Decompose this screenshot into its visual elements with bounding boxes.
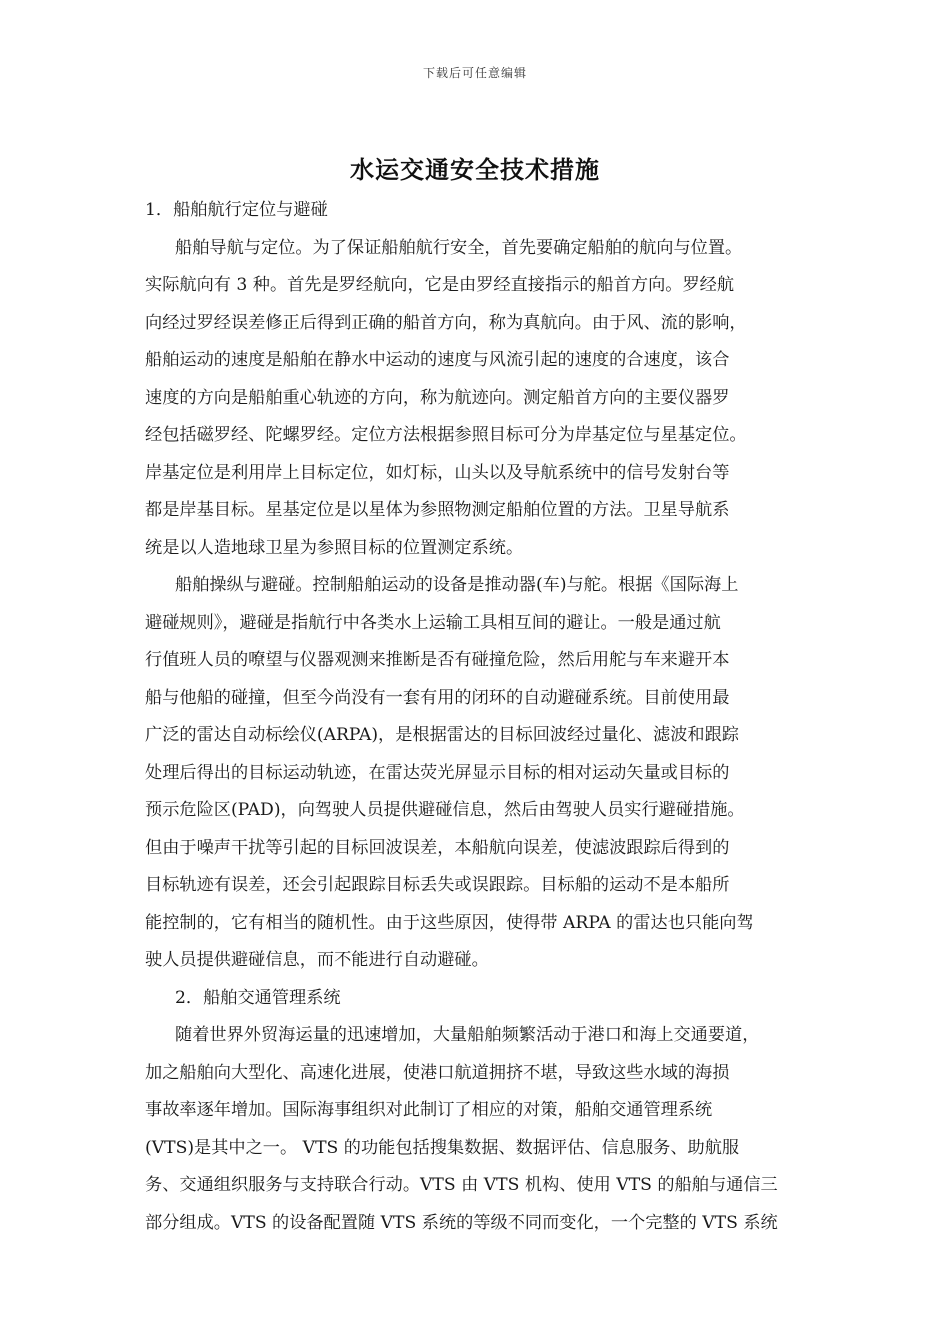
document-title: 水运交通安全技术措施 <box>350 155 600 184</box>
text-line: 目标轨迹有误差，还会引起跟踪目标丢失或误跟踪。目标船的运动不是本船所 <box>145 875 730 895</box>
text-line: 船与他船的碰撞，但至今尚没有一套有用的闭环的自动避碰系统。目前使用最 <box>145 687 730 708</box>
text-line: 经包括磁罗经、陀螺罗经。定位方法根据参照目标可分为岸基定位与星基定位。 <box>145 425 747 445</box>
text-line: 统是以人造地球卫星为参照目标的位置测定系统。 <box>145 537 524 558</box>
text-line: 驶人员提供避碰信息，而不能进行自动避碰。 <box>145 950 489 970</box>
text-line: 岸基定位是利用岸上目标定位，如灯标，山头以及导航系统中的信号发射台等 <box>145 462 730 483</box>
text-line: 能控制的，它有相当的随机性。由于这些原因，使得带 ARPA 的雷达也只能向驾 <box>145 912 754 933</box>
text-line: 广泛的雷达自动标绘仪(ARPA)，是根据雷达的目标回波经过量化、滤波和跟踪 <box>145 725 739 745</box>
text-line: 2．船舶交通管理系统 <box>175 987 341 1008</box>
text-line: 预示危险区(PAD)，向驾驶人员提供避碰信息，然后由驾驶人员实行避碰措施。 <box>145 800 745 820</box>
text-line: 行值班人员的嘹望与仪器观测来推断是否有碰撞危险，然后用舵与车来避开本 <box>145 650 730 670</box>
text-line: 都是岸基目标。星基定位是以星体为参照物测定船舶位置的方法。卫星导航系 <box>145 500 730 520</box>
text-line: 避碰规则》，避碰是指航行中各类水上运输工具相互间的避让。一般是通过航 <box>145 612 721 633</box>
text-line: 加之船舶向大型化、高速化进展，使港口航道拥挤不堪，导致这些水域的海损 <box>145 1062 730 1083</box>
text-line: 船舶导航与定位。为了保证船舶航行安全，首先要确定船舶的航向与位置。 <box>175 237 743 258</box>
body-text <box>145 192 825 1242</box>
text-line: 事故率逐年增加。国际海事组织对此制订了相应的对策，船舶交通管理系统 <box>145 1100 713 1120</box>
text-line: 向经过罗经误差修正后得到正确的船首方向，称为真航向。由于风、流的影响， <box>145 312 747 333</box>
text-line: 船舶运动的速度是船舶在静水中运动的速度与风流引起的速度的合速度，该合 <box>145 350 730 370</box>
text-line: 部分组成。VTS 的设备配置随 VTS 系统的等级不同而变化，一个完整的 VTS 系统 <box>145 1212 778 1233</box>
text-line: 随着世界外贸海运量的迅速增加，大量船舶频繁活动于港口和海上交通要道， <box>175 1025 760 1045</box>
text-line: 实际航向有 3 种。首先是罗经航向，它是由罗经直接指示的船首方向。罗经航 <box>145 275 735 295</box>
text-line: 处理后得出的目标运动轨迹，在雷达荧光屏显示目标的相对运动矢量或目标的 <box>145 762 730 783</box>
text-line: 速度的方向是船舶重心轨迹的方向，称为航迹向。测定船首方向的主要仪器罗 <box>145 387 730 408</box>
text-line: 船舶操纵与避碰。控制船舶运动的设备是推动器(车)与舵。根据《国际海上 <box>175 575 739 595</box>
text-line: 务、交通组织服务与支持联合行动。VTS 由 VTS 机构、使用 VTS 的船舶与通信三 <box>145 1175 778 1195</box>
text-line: 但由于噪声干扰等引起的目标回波误差，本船航向误差，使滤波跟踪后得到的 <box>145 837 730 858</box>
header-note: 下载后可任意编辑 <box>422 66 527 80</box>
text-line: 1．船舶航行定位与避碰 <box>145 200 328 220</box>
text-line: (VTS)是其中之一。 VTS 的功能包括搜集数据、数据评估、信息服务、助航服 <box>145 1137 740 1158</box>
